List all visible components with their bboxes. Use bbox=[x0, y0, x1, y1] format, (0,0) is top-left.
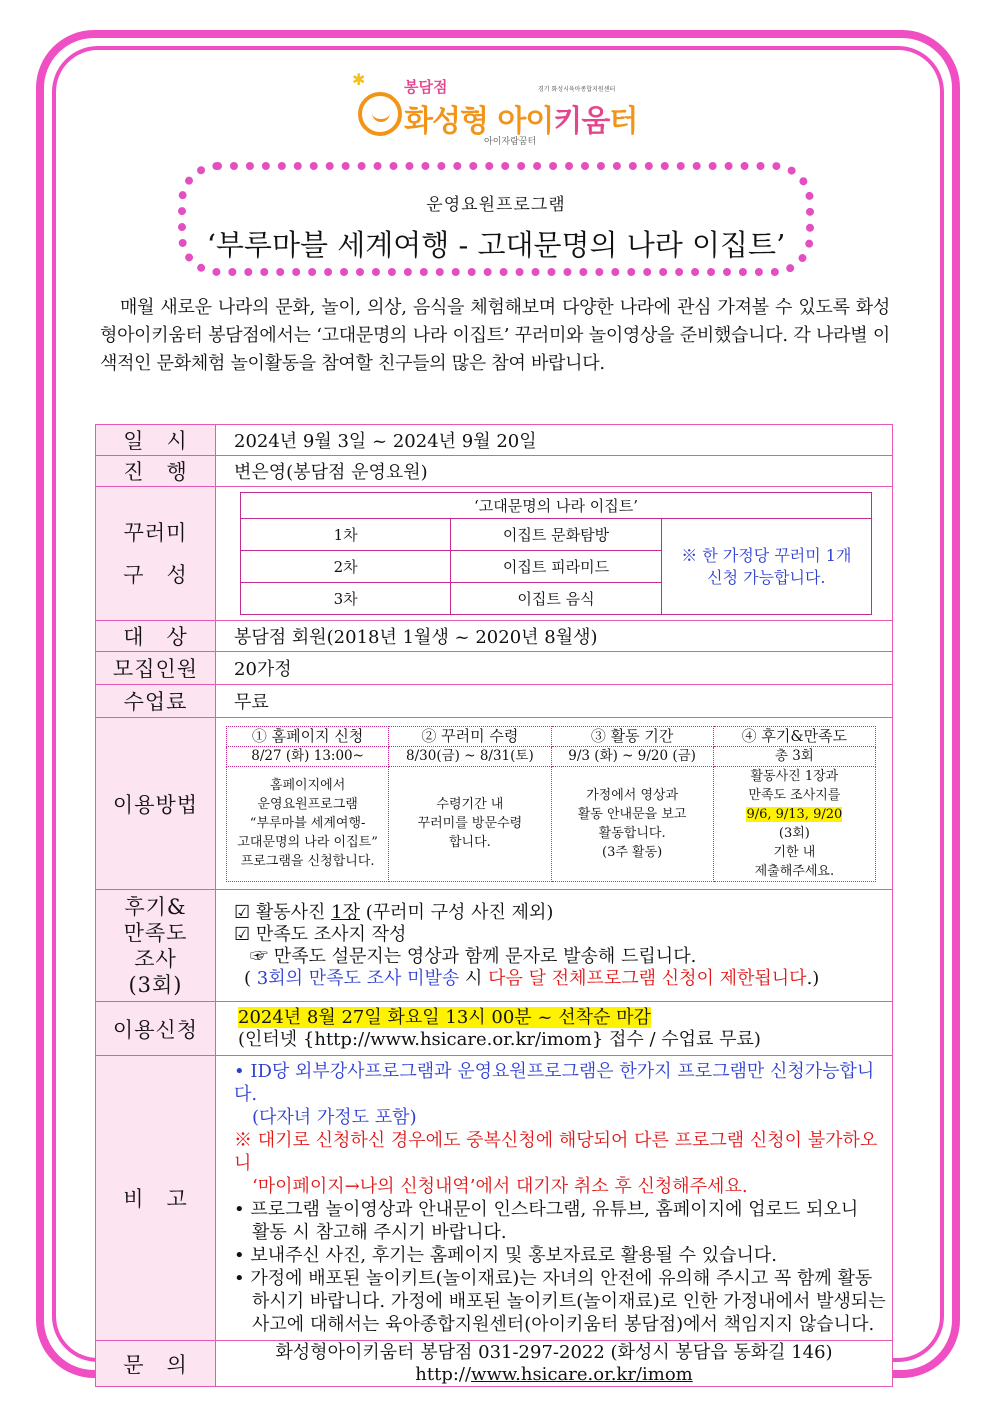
title-box bbox=[178, 162, 814, 276]
logo-name: 화성형 아이키움터 bbox=[404, 104, 638, 139]
row-label: 비 고 bbox=[96, 1056, 216, 1341]
kit-row: 2차 이집트 피라미드 bbox=[241, 551, 872, 583]
usage-steps-table bbox=[226, 726, 876, 882]
row-target bbox=[96, 621, 893, 652]
logo bbox=[352, 70, 652, 150]
row-value: 변은영(봉담점 운영요원) bbox=[216, 456, 893, 487]
step-3-head: ③ 활동 기간 bbox=[551, 726, 713, 746]
kit-note: ※ 한 가정당 꾸러미 1개 신청 가능합니다. bbox=[661, 519, 871, 615]
row-kit bbox=[96, 487, 893, 621]
row-remarks: 비 고 • ID당 외부강사프로그램과 운영요원프로그램은 한가지 프로그램만 신청가능합니다. (다자녀 가정도 포함) ※ 대기로 신청하신 경우에도 중복신청에 해당되어 다른 프로그램 신청이 불가하오니 ‘마이페이지→나의 신청내역’에서 대기자 취소 후 신청해주세요. • 프로그램 놀이영상과 안내문이 인스타그램, 유튜브, 홈페이지에 업로드 되오니 활동 시 참고해 주시기 바랍니다. • 보내주신 사진, 후기는 홈페이지 및 홍보자료로 활용될 수 있습니다. • 가정에 배포된 놀이키트(놀이재료)는 자녀의 안전에 유의해 주시고 꼭 함께 활동 하시기 바랍니다. 가정에 배포된 놀이키트(놀이재료)로 인한 가정내에서 발생되는 사고에 대해서는 육아종합지원센터(아이키움터 봉담점)에서 책임지지 않습니다. bbox=[96, 1056, 893, 1341]
row-label: 문 의 bbox=[96, 1341, 216, 1387]
step-4-date: 총 3회 bbox=[713, 746, 875, 766]
row-label: 진 행 bbox=[96, 456, 216, 487]
title-sub: 운영요원프로그램 bbox=[426, 195, 566, 215]
row-label: 일 시 bbox=[96, 425, 216, 456]
row-label: 후기& 만족도 조사 (3회) bbox=[96, 890, 216, 1002]
step-1-head: ① 홈페이지 신청 bbox=[227, 726, 389, 746]
row-label: 이용방법 bbox=[96, 718, 216, 890]
row-date bbox=[96, 425, 893, 456]
row-value: 무료 bbox=[216, 685, 893, 718]
row-label: 대 상 bbox=[96, 621, 216, 652]
step-2-date: 8/30(금) ~ 8/31(토) bbox=[389, 746, 551, 766]
logo-center-name: 경기 화성시육아종합지원센터 bbox=[538, 86, 616, 93]
intro-paragraph: 매월 새로운 나라의 문화, 놀이, 의상, 음식을 체험해보며 다양한 나라에 관심 가져볼 수 있도록 화성형아이키움터 봉담점에서는 ‘고대문명의 나라 이집트’ 꾸러미와 놀이영상을 준비했습니다. 각 나라별 이색적인 문화체험 놀이활동을 참여할 친구들의 많은 참여 바랍니다. bbox=[100, 297, 890, 374]
row-host bbox=[96, 456, 893, 487]
deadline-highlight: 9/6, 9/13, 9/20 bbox=[746, 806, 843, 822]
row-value: 2024년 9월 3일 ~ 2024년 9월 20일 bbox=[216, 425, 893, 456]
step-2-head: ② 꾸러미 수령 bbox=[389, 726, 551, 746]
kit-title: ‘고대문명의 나라 이집트’ bbox=[241, 493, 872, 519]
page-title: ‘부루마블 세계여행 - 고대문명의 나라 이집트’ bbox=[206, 228, 786, 262]
row-fee bbox=[96, 685, 893, 718]
logo-branch: 봉담점 bbox=[404, 78, 448, 96]
info-table bbox=[95, 424, 893, 1387]
row-value: 봉담점 회원(2018년 1월생 ~ 2020년 8월생) bbox=[216, 621, 893, 652]
step-4-head: ④ 후기&만족도 bbox=[713, 726, 875, 746]
star-icon: ✱ bbox=[352, 70, 366, 89]
logo-sub: 아이자람꿈터 bbox=[484, 137, 537, 147]
homepage-link[interactable]: www.hsicare.or.kr/imom bbox=[471, 1363, 693, 1385]
kit-row: 1차 이집트 문화탐방 ※ 한 가정당 꾸러미 1개 신청 가능합니다. bbox=[241, 519, 872, 551]
row-capacity bbox=[96, 652, 893, 685]
row-apply: 이용신청 2024년 8월 27일 화요일 13시 00분 ~ 선착순 마감 (인터넷 {http://www.hsicare.or.kr/imom} 접수 / 수업료 무료) bbox=[96, 1002, 893, 1056]
step-1-date: 8/27 (화) 13:00~ bbox=[227, 746, 389, 766]
apply-date-highlight: 2024년 8월 27일 화요일 13시 00분 ~ 선착순 마감 bbox=[238, 1006, 651, 1028]
row-label: 이용신청 bbox=[96, 1002, 216, 1056]
row-label: 꾸러미 구 성 bbox=[96, 487, 216, 621]
step-3-body: 가정에서 영상과 활동 안내문을 보고 활동합니다. (3주 활동) bbox=[551, 766, 713, 881]
kit-table bbox=[240, 492, 872, 615]
row-label: 수업료 bbox=[96, 685, 216, 718]
step-2-body: 수령기간 내 꾸러미를 방문수령 합니다. bbox=[389, 766, 551, 881]
row-review: 후기& 만족도 조사 (3회) ☑ 활동사진 1장 (꾸러미 구성 사진 제외) ☑ 만족도 조사지 작성 ☞ 만족도 설문지는 영상과 함께 문자로 발송해 드립니다. ( 3회의 만족도 조사 미발송 시 다음 달 전체프로그램 신청이 제한됩니다.) bbox=[96, 890, 893, 1002]
row-contact: 문 의 화성형아이키움터 봉담점 031-297-2022 (화성시 봉담읍 동화길 146) http://www.hsicare.or.kr/imom bbox=[96, 1341, 893, 1387]
smiley-face-icon bbox=[358, 92, 402, 136]
row-label: 모집인원 bbox=[96, 652, 216, 685]
step-1-body: 홈페이지에서 운영요원프로그램 “부루마블 세계여행- 고대문명의 나라 이집트” 프로그램을 신청합니다. bbox=[227, 766, 389, 881]
kit-row: 3차 이집트 음식 bbox=[241, 583, 872, 615]
row-value: 20가정 bbox=[216, 652, 893, 685]
step-3-date: 9/3 (화) ~ 9/20 (금) bbox=[551, 746, 713, 766]
step-4-body: 활동사진 1장과 만족도 조사지를 9/6, 9/13, 9/20 (3회) 기한 내 제출해주세요. bbox=[713, 766, 875, 881]
row-usage bbox=[96, 718, 893, 890]
